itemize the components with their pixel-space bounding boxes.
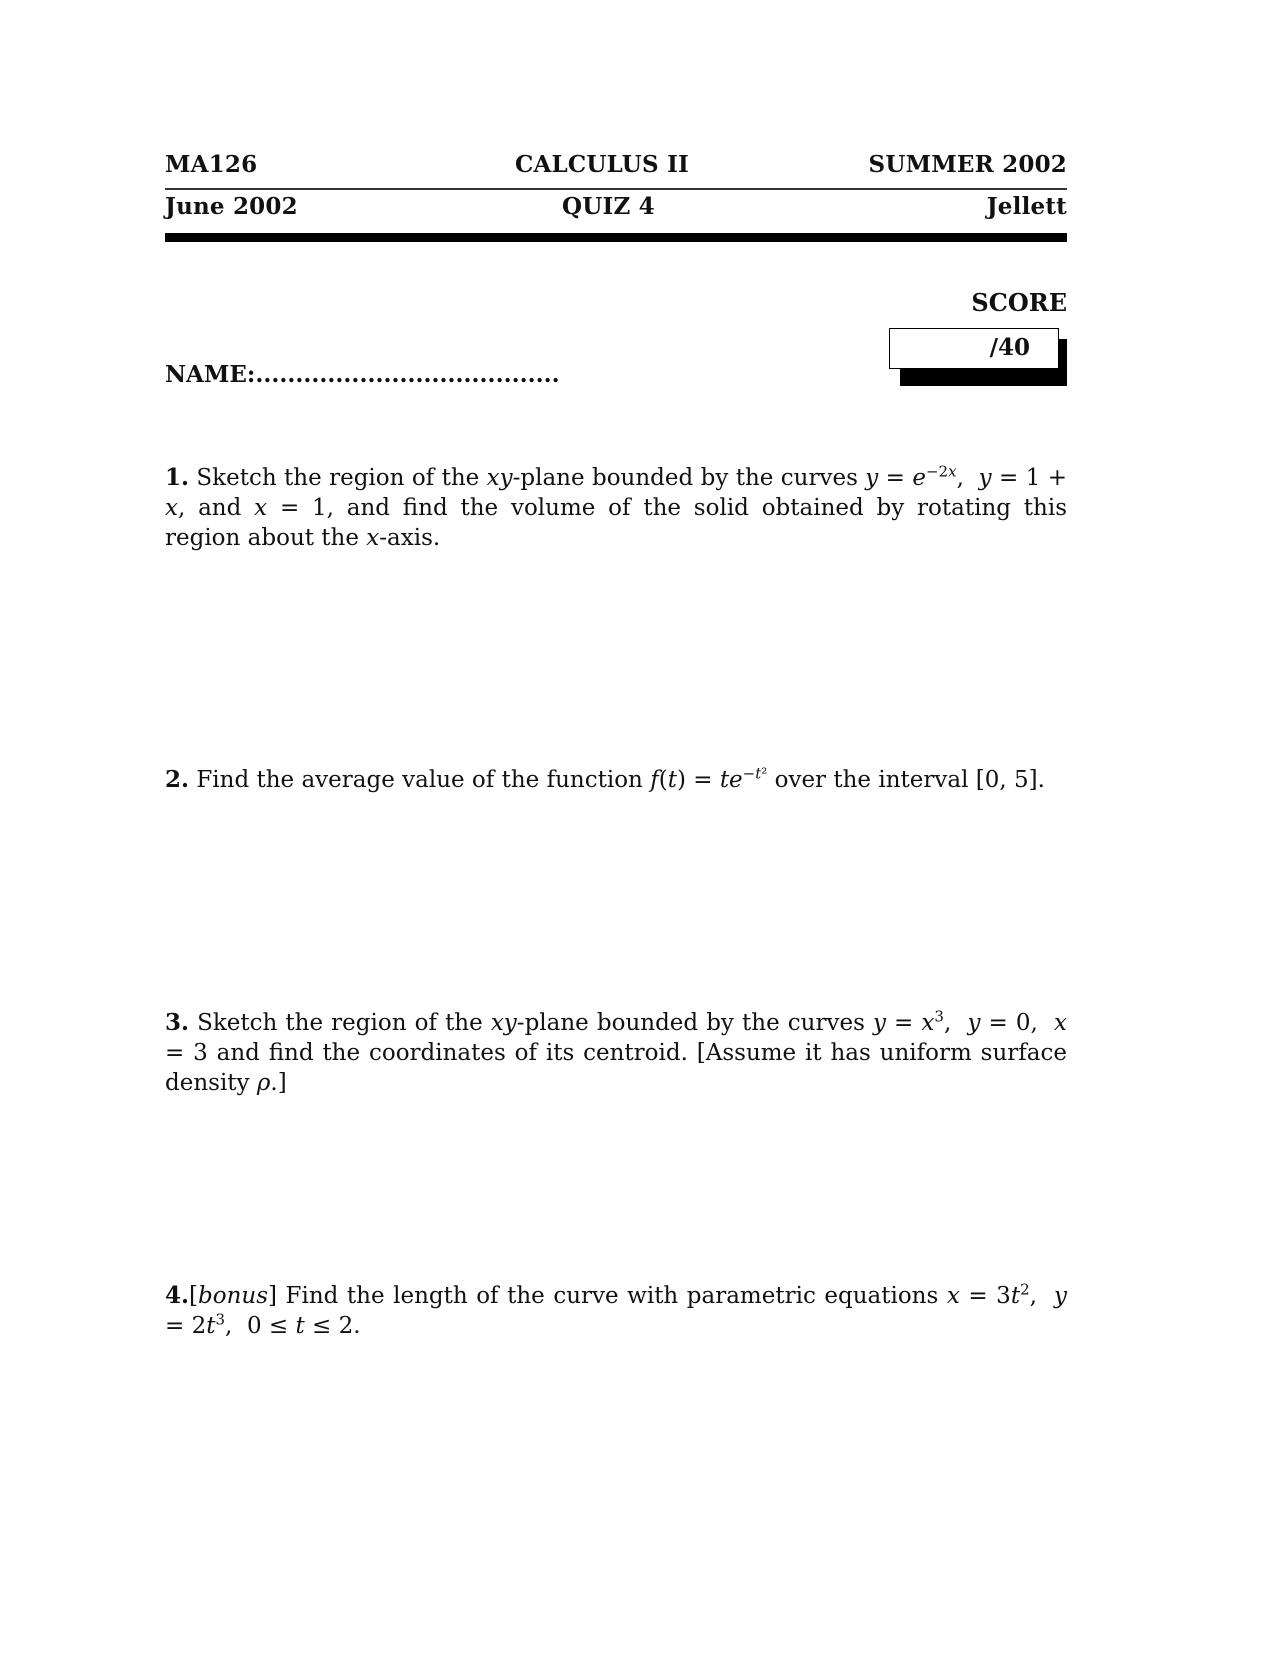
header-rule [165, 188, 1067, 190]
quiz-title: QUIZ 4 [562, 193, 655, 220]
question-number: 2. [165, 766, 190, 793]
question-1: 1. Sketch the region of the xy-plane bounded by the curves $y = e^{-2x}$, y = 1 + x, and x = 1, and find the volume of the solid obtained by rotating this region about the x-axis. [165, 462, 1067, 551]
question-number: 1. [165, 464, 190, 491]
quiz-date: June 2002 [165, 193, 298, 220]
course-code: MA126 [165, 151, 258, 178]
instructor: Jellett [986, 193, 1067, 220]
question-3: 3. Sketch the region of the xy-plane bounded by the curves $y = x^3$, y = 0, x = 3 and find the coordinates of its centroid. [Assume it has uniform surface density ρ.] [165, 1007, 1068, 1096]
course-title: CALCULUS II [515, 151, 689, 178]
question-number: 4. [165, 1282, 190, 1309]
question-number: 3. [165, 1009, 190, 1036]
question-2: 2. Find the average value of the function $f(t) = te^{-t^2}$ over the interval [0, 5]. [165, 764, 1045, 793]
term: SUMMER 2002 [868, 151, 1067, 178]
header-thick-rule [165, 233, 1067, 242]
question-4: 4.[bonus] Find the length of the curve with parametric equations $x = 3t^2$, $y = 2t^3$, 0 ≤ t ≤ 2. [165, 1280, 1068, 1339]
score-value: /40 [989, 334, 1030, 361]
score-box[interactable] [889, 328, 1059, 369]
name-field[interactable]: NAME:...................................... [165, 361, 560, 388]
score-label: SCORE [971, 288, 1067, 317]
